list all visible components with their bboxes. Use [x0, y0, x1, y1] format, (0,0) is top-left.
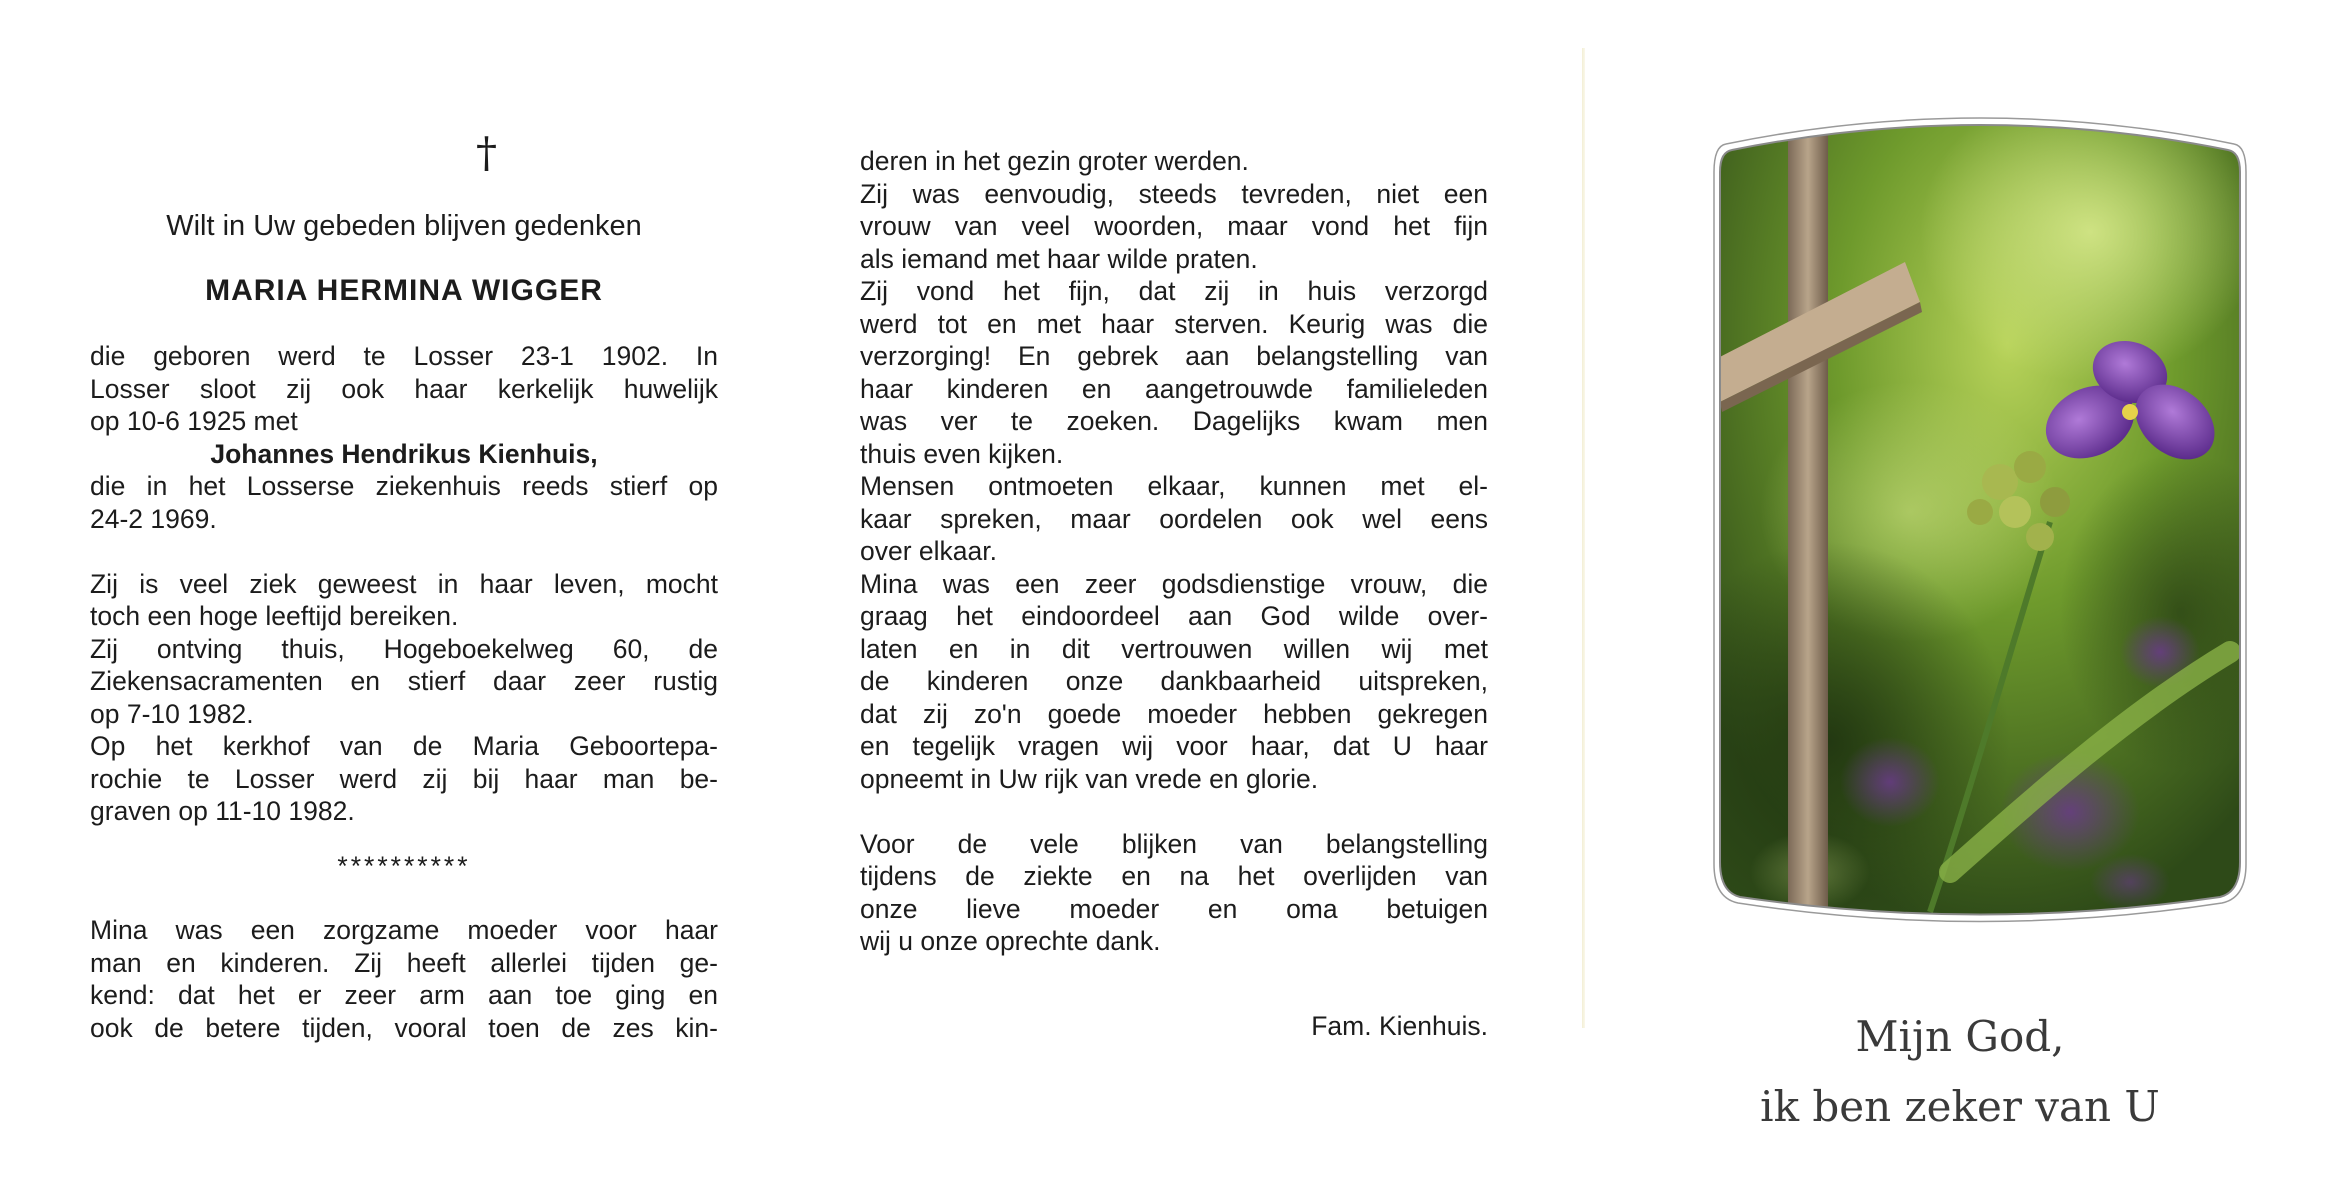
text-line: haar kinderen en aangetrouwde familieleden	[860, 373, 1488, 404]
text-line: Zij is veel ziek geweest in haar leven, mocht	[90, 568, 718, 599]
text-line: over elkaar.	[860, 536, 997, 566]
text-line: tijdens de ziekte en na het overlijden van	[860, 861, 1488, 891]
text-line: en tegelijk vragen wij voor haar, dat U haar	[860, 731, 1488, 761]
mina-paragraph	[90, 914, 718, 1044]
invitation-text: Wilt in Uw gebeden blijven gedenken	[166, 210, 642, 242]
text-line: kaar spreken, maar oordelen ook wel eens	[860, 503, 1488, 534]
text-line: thuis even kijken.	[860, 438, 1064, 469]
text-line: Losser sloot zij ook haar kerkelijk huwelijk	[90, 373, 718, 404]
text-line: werd tot en met haar sterven. Keurig was die	[860, 308, 1488, 339]
text-line: op 7-10 1982.	[90, 698, 254, 729]
text-line: rochie te Losser werd zij bij haar man be-	[90, 763, 718, 794]
text-line: Op het kerkhof van de Maria Geboortepa-	[90, 731, 718, 761]
text-line: 24-2 1969.	[90, 503, 217, 534]
text-line: laten en in dit vertrouwen willen wij met	[860, 633, 1488, 664]
text-line: kend: dat het er zeer arm aan toe ging en	[90, 980, 718, 1010]
text-line: die geboren werd te Losser 23-1 1902. In	[90, 341, 718, 371]
text-line: toch een hoge leeftijd bereiken.	[90, 601, 459, 631]
text-line: graag het eindoordeel aan God wilde over-	[860, 601, 1488, 631]
verse-line: Mijn God,	[1855, 1012, 2065, 1061]
deceased-name: MARIA HERMINA WIGGER	[205, 274, 603, 307]
text-line: op 10-6 1925 met	[90, 406, 298, 436]
cross-flower-photo-icon	[1710, 92, 2250, 932]
text-line: dat zij zo'n goede moeder hebben gekregen	[860, 698, 1488, 729]
text-line: vrouw van veel woorden, maar vond het fijn	[860, 211, 1488, 241]
text-line: de kinderen onze dankbaarheid uitspreken,	[860, 666, 1488, 696]
text-line: ook de betere tijden, vooral toen de zes kin-	[90, 1012, 718, 1043]
text-line: die in het Losserse ziekenhuis reeds stierf op	[90, 471, 718, 501]
memorial-photo	[1710, 92, 2250, 932]
verse-text	[1680, 1002, 2240, 1142]
biography-block	[90, 340, 718, 882]
separator: **********	[337, 850, 471, 881]
text-line: Mensen ontmoeten elkaar, kunnen met el-	[860, 471, 1488, 501]
text-line: deren in het gezin groter werden.	[860, 146, 1249, 176]
text-line: Ziekensacramenten en stierf daar zeer rustig	[90, 666, 718, 696]
spouse-name: Johannes Hendrikus Kienhuis,	[210, 438, 598, 469]
text-line: Zij ontving thuis, Hogeboekelweg 60, de	[90, 633, 718, 664]
text-line: man en kinderen. Zij heeft allerlei tijden ge-	[90, 947, 718, 978]
text-line: graven op 11-10 1982.	[90, 796, 355, 826]
text-line: onze lieve moeder en oma betuigen	[860, 893, 1488, 924]
cross-icon: †	[476, 128, 497, 177]
text-line: als iemand met haar wilde praten.	[860, 243, 1258, 274]
text-line: Mina was een zorgzame moeder voor haar	[90, 915, 718, 945]
family-signature: Fam. Kienhuis.	[1311, 1011, 1488, 1041]
text-line: Zij was eenvoudig, steeds tevreden, niet een	[860, 178, 1488, 209]
text-line: Mina was een zeer godsdienstige vrouw, die	[860, 568, 1488, 599]
text-line: Voor de vele blijken van belangstelling	[860, 828, 1488, 859]
text-line: wij u onze oprechte dank.	[860, 926, 1161, 956]
text-line: opneemt in Uw rijk van vrede en glorie.	[860, 763, 1319, 794]
text-line: verzorging! En gebrek aan belangstelling van	[860, 341, 1488, 371]
text-line: Zij vond het fijn, dat zij in huis verzorgd	[860, 276, 1488, 306]
card-fold-line	[1582, 48, 1585, 1028]
verse-line: ik ben zeker van U	[1760, 1082, 2160, 1131]
text-line: was ver te zoeken. Dagelijks kwam men	[860, 406, 1488, 436]
continuation-block	[860, 145, 1488, 958]
